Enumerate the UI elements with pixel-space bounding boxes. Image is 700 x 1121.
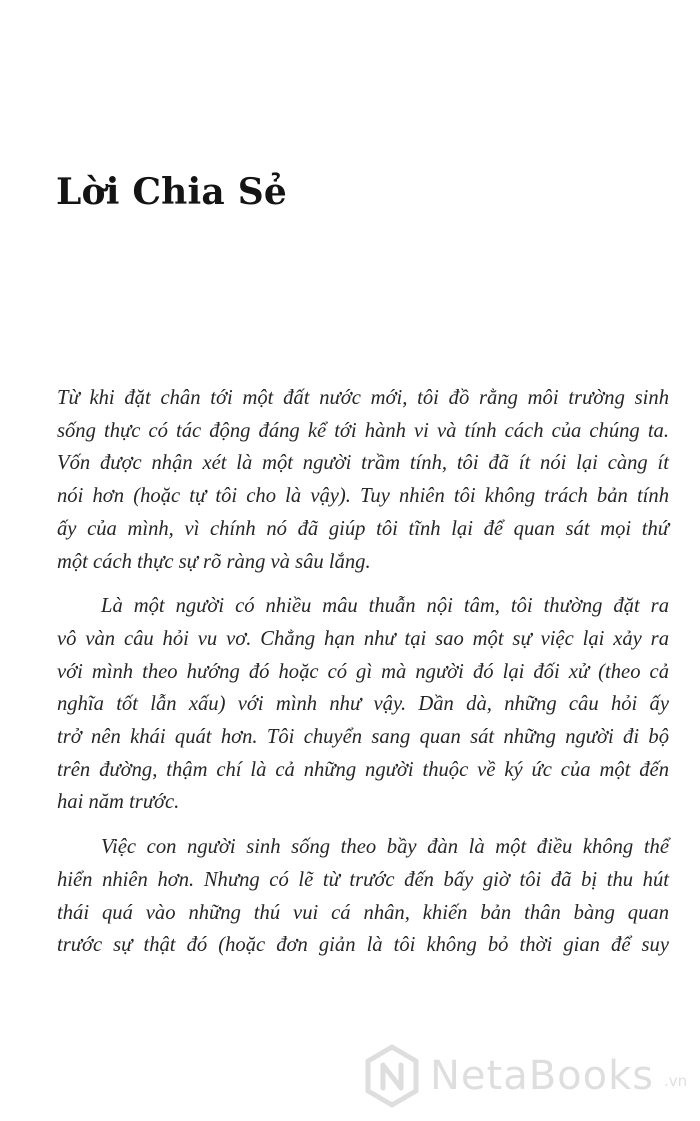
text-line: hiển nhiên hơn. Nhưng có lẽ từ trước đến bấy giờ tôi đã bị thu hút [57,868,669,891]
text-line: trên đường, thậm chí là cả những người thuộc về ký ức của một đến [57,758,669,781]
text-line: Việc con người sinh sống theo bầy đàn là một điều không thể [101,836,669,859]
text-line: sống thực có tác động đáng kể tới hành vi và tính cách của chúng ta. [57,419,669,442]
netabooks-logo-icon [364,1044,420,1108]
text-line: một cách thực sự rõ ràng và sâu lắng. [57,550,371,573]
watermark-brand: NetaBooks [430,1053,655,1099]
chapter-body [57,382,669,962]
text-line: thái quá vào những thú vui cá nhân, khiến bản thân bàng quan [57,901,669,924]
text-line: với mình theo hướng đó hoặc có gì mà người đó lại đối xử (theo cả [57,660,669,683]
paragraph-3 [57,831,669,962]
paragraph-2 [57,590,669,819]
watermark [364,1044,690,1110]
text-line: vô vàn câu hỏi vu vơ. Chẳng hạn như tại sao một sự việc lại xảy ra [57,627,669,650]
text-line: ấy của mình, vì chính nó đã giúp tôi tĩnh lại để quan sát mọi thứ [57,517,669,540]
text-line: nói hơn (hoặc tự tôi cho là vậy). Tuy nhiên tôi không trách bản tính [57,485,669,508]
text-line: hai năm trước. [57,791,180,814]
chapter-title: Lời Chia Sẻ [56,171,287,213]
text-line: Là một người có nhiều mâu thuẫn nội tâm, tôi thường đặt ra [101,595,669,618]
paragraph-1 [57,382,669,578]
text-line: nghĩa tốt lẫn xấu) với mình như vậy. Dần dà, những câu hỏi ấy [57,693,669,716]
text-line: Từ khi đặt chân tới một đất nước mới, tôi đồ rằng môi trường sinh [57,387,669,409]
watermark-domain-suffix: .vn [664,1072,688,1090]
text-line: trở nên khái quát hơn. Tôi chuyển sang quan sát những người đi bộ [57,726,669,749]
text-line: trước sự thật đó (hoặc đơn giản là tôi không bỏ thời gian để suy [57,934,669,957]
text-line: Vốn được nhận xét là một người trầm tính, tôi đã ít nói lại càng ít [57,452,669,475]
